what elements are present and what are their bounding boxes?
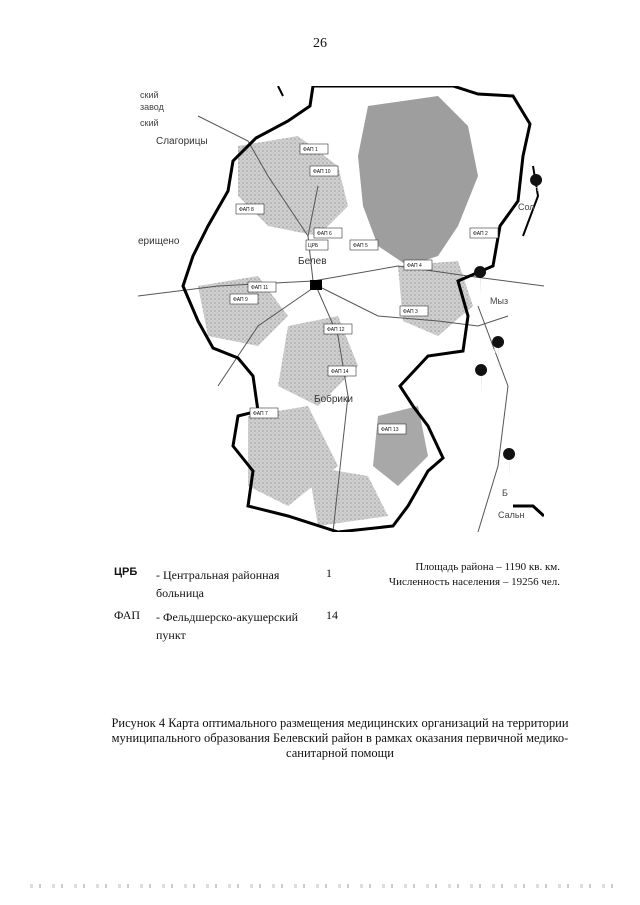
fap-label: ФАП 5	[353, 243, 368, 249]
place-label: Белев	[298, 256, 327, 267]
map-pin-icon	[492, 336, 504, 366]
map-pin-icon	[474, 266, 486, 296]
page-number: 26	[313, 36, 327, 51]
legend-count: 1	[326, 566, 332, 580]
forest-areas	[198, 96, 478, 526]
area-stat: Площадь района – 1190 кв. км.	[415, 561, 560, 573]
map-svg	[138, 86, 544, 532]
legend-abbr: ЦРБ	[114, 566, 138, 578]
fap-label: ФАП 11	[251, 285, 269, 291]
place-label: Б	[502, 488, 508, 498]
place-label: ерищено	[138, 236, 180, 247]
figure-caption: Рисунок 4 Карта оптимального размещения медицинских организаций на территории муниципального образования Белевский район в рамках оказания первичной медико-санитарной помощи	[111, 716, 569, 760]
legend-abbr: ФАП	[114, 608, 141, 622]
crb-label: ЦРБ	[308, 243, 319, 249]
fap-label: ФАП 2	[473, 231, 488, 237]
place-label: ский	[140, 118, 159, 128]
fap-label: ФАП 3	[403, 309, 418, 315]
fap-label: ФАП 10	[313, 169, 331, 175]
place-label: Бобрики	[314, 394, 353, 405]
map-pin-icon	[475, 364, 487, 394]
fap-label: ФАП 8	[239, 207, 254, 213]
fap-label: ФАП 12	[327, 327, 345, 333]
svg-text:ФП: ФП	[475, 279, 483, 285]
svg-text:ФП: ФП	[476, 377, 484, 383]
legend-desc: - Фельдшерско-акушерский пункт	[156, 610, 299, 642]
place-label: ский	[140, 90, 159, 100]
legend-desc: - Центральная районная больница	[156, 568, 280, 600]
fap-label: ФАП 6	[317, 231, 332, 237]
map-pin-icon	[503, 448, 515, 478]
fap-label: ФАП 1	[303, 147, 318, 153]
fap-label: ФАП 7	[253, 411, 268, 417]
fap-label: ФАП 13	[381, 427, 399, 433]
place-label: Мыз	[490, 296, 509, 306]
svg-text:ФП: ФП	[531, 187, 539, 193]
place-label: Сальн	[498, 510, 525, 520]
fap-label: ФАП 9	[233, 297, 248, 303]
place-label: завод	[140, 102, 164, 112]
svg-text:ФП: ФП	[493, 349, 501, 355]
pin-markers	[474, 174, 542, 478]
district-map	[138, 86, 544, 532]
place-label: Сол	[518, 202, 535, 212]
svg-text:ФП: ФП	[504, 461, 512, 467]
fap-label: ФАП 4	[407, 263, 422, 269]
legend-count: 14	[326, 608, 338, 622]
district-stats	[360, 560, 560, 590]
fap-label: ФАП 14	[331, 369, 349, 375]
place-label: Слагорицы	[156, 136, 208, 147]
scan-artifact	[30, 884, 620, 888]
population-stat: Численность населения – 19256 чел.	[388, 576, 560, 588]
